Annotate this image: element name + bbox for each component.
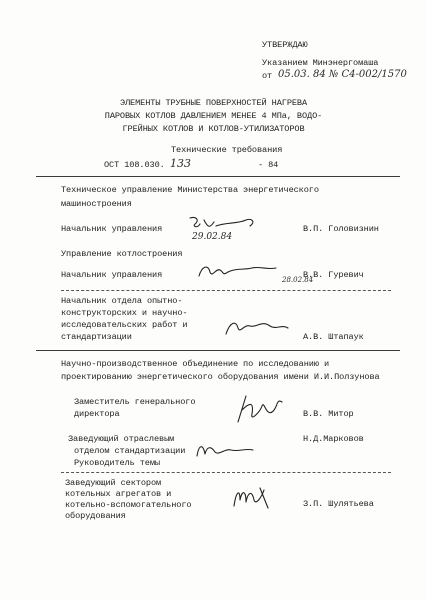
approval-handwritten-ref: 05.03. 84 № С4-002/1570 <box>278 69 407 80</box>
signatory1-role: Начальник управления <box>61 224 163 234</box>
separator-1 <box>36 176 400 177</box>
standard-number: 133 <box>170 157 191 170</box>
signatory6-name: З.П. Шулятьева <box>303 499 374 509</box>
signatory4-role-line1: Заместитель генерального <box>74 397 196 407</box>
signature-3 <box>222 316 294 338</box>
signatory1-date: 29.02.84 <box>192 232 233 242</box>
signatory6-role-line2: котельных агрегатов и <box>65 489 172 499</box>
signature-2 <box>196 262 282 282</box>
org2-line1: Научно-производственное объединение по исследованию и <box>61 359 330 369</box>
approval-line1: Указанием Минэнергомаша <box>262 58 379 68</box>
signatory3-role-line1: Начальник отдела опытно- <box>61 296 183 306</box>
signatory2-role: Начальник управления <box>61 270 163 280</box>
org1-line1: Техническое управление Министерства энергетического <box>61 185 319 195</box>
signature-5 <box>193 440 257 460</box>
signatory3-role-line3: исследовательских работ и <box>61 320 188 330</box>
approval-title: УТВЕРЖДАЮ <box>262 40 308 50</box>
approval-line2-prefix: от <box>262 71 273 81</box>
signatory3-name: А.В. Штапаук <box>303 332 364 342</box>
signatory6-role-line4: оборудования <box>65 511 126 521</box>
signatory1-name: В.П. Головизнин <box>303 224 379 234</box>
dept-kotlostroenie: Управление котлостроения <box>61 249 183 259</box>
signatory5-role-line2: отделом стандартизации <box>74 446 186 456</box>
doc-title-line2: ПАРОВЫХ КОТЛОВ ДАВЛЕНИЕМ МЕНЕЕ 4 МПа, ВОДО- <box>104 111 323 121</box>
standard-suffix: - 84 <box>258 160 279 170</box>
signatory3-role-line4: стандартизации <box>61 332 132 342</box>
org1-line2: машиностроения <box>61 199 132 209</box>
signatory5-role-line1: Заведующий отраслевым <box>68 434 175 444</box>
separator-3 <box>36 350 400 351</box>
signatory2-date: 28.02.84 <box>282 276 314 284</box>
signatory5-role-line3: Руководитель темы <box>74 458 160 468</box>
standard-prefix: ОСТ 108.030. <box>104 160 165 170</box>
signatory6-role-line1: Заведующий сектором <box>65 478 162 488</box>
signature-6 <box>230 484 274 510</box>
signatory2-name: В.В. Гуревич <box>303 270 364 280</box>
doc-title-line3: ГРЕЙНЫХ КОТЛОВ И КОТЛОВ-УТИЛИЗАТОРОВ <box>122 124 305 134</box>
signatory4-name: В.В. Митор <box>303 409 354 419</box>
separator-4 <box>61 472 391 473</box>
signature-4 <box>232 392 288 426</box>
signatory3-role-line2: конструкторских и научно- <box>61 308 188 318</box>
doc-title-line1: ЭЛЕМЕНТЫ ТРУБНЫЕ ПОВЕРХНОСТЕЙ НАГРЕВА <box>119 98 308 108</box>
signatory4-role-line2: директора <box>74 409 120 419</box>
signatory6-role-line3: котельно-вспомогательного <box>65 500 192 510</box>
doc-subtitle: Технические требования <box>171 145 283 155</box>
signatory5-name: Н.Д.Марковов <box>303 434 364 444</box>
org2-line2: проектированию энергетического оборудования имени И.И.Ползунова <box>61 372 380 382</box>
separator-2 <box>61 290 391 291</box>
